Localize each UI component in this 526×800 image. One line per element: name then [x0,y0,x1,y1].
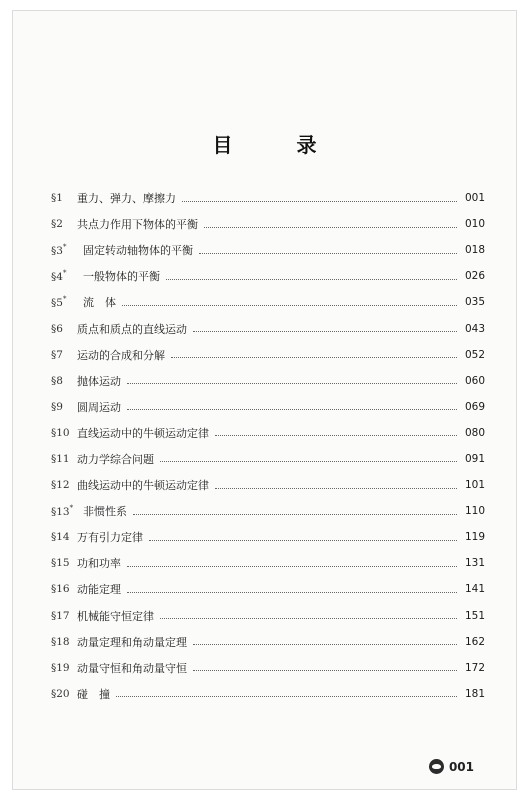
section-number: §17 [51,609,70,622]
page-number: 151 [464,609,485,622]
dot-leader [166,279,457,280]
section-number: §10 [51,426,70,439]
dot-leader [193,670,457,671]
optional-star-mark: * [62,295,67,304]
section-title: 碰 撞 [77,687,110,701]
toc-entry[interactable] [51,472,485,498]
dot-leader [160,618,457,619]
toc-entry[interactable] [51,420,485,446]
toc-entry[interactable] [51,315,485,341]
page-number: 141 [464,583,485,596]
section-title: 固定转动轴物体的平衡 [83,244,193,258]
toc-entry[interactable] [51,185,485,211]
page-number: 110 [464,505,485,518]
section-number: §11 [51,452,70,465]
section-title: 质点和质点的直线运动 [77,322,187,336]
page-number: 035 [464,296,485,309]
page-number: 010 [464,218,485,231]
page-number: 091 [464,452,485,465]
toc-entry[interactable] [51,655,485,681]
page-number: 001 [464,192,485,205]
section-title: 共点力作用下物体的平衡 [77,218,198,232]
page-number: 101 [464,479,485,492]
section-title: 机械能守恒定律 [77,609,154,623]
dot-leader [193,331,457,332]
dot-leader [171,357,457,358]
page-number: 162 [464,635,485,648]
section-title: 曲线运动中的牛顿运动定律 [77,479,209,493]
section-title: 动量守恒和角动量守恒 [77,661,187,675]
section-number: §3* [51,243,67,258]
section-number: §4* [51,269,67,284]
section-number: §7 [51,348,63,361]
section-number: §5* [51,295,67,310]
section-title: 流 体 [83,296,116,310]
section-number: §6 [51,322,63,335]
dot-leader [122,305,457,306]
section-title: 动能定理 [77,583,121,597]
page-number: 060 [464,374,485,387]
section-title: 圆周运动 [77,400,121,414]
dot-leader [133,514,457,515]
toc-entry[interactable] [51,263,485,289]
page-number: 069 [464,400,485,413]
dot-leader [127,409,457,410]
page-number: 043 [464,322,485,335]
publisher-logo-icon [429,759,444,774]
section-number: §18 [51,635,70,648]
toc-entry[interactable] [51,394,485,420]
optional-star-mark: * [62,243,67,252]
section-title: 直线运动中的牛顿运动定律 [77,426,209,440]
section-title: 功和功率 [77,557,121,571]
dot-leader [127,566,457,567]
toc-entry[interactable] [51,237,485,263]
dot-leader [127,592,457,593]
section-number: §14 [51,531,70,544]
section-title: 万有引力定律 [77,531,143,545]
section-title: 非惯性系 [83,505,127,519]
dot-leader [193,644,457,645]
toc-entry[interactable] [51,342,485,368]
dot-leader [127,383,457,384]
toc-entry[interactable] [51,446,485,472]
toc-entry[interactable] [51,603,485,629]
page-footer [429,759,474,774]
dot-leader [160,461,457,462]
dot-leader [215,488,457,489]
section-title: 运动的合成和分解 [77,348,165,362]
section-title: 一般物体的平衡 [83,270,160,284]
optional-star-mark: * [62,269,67,278]
section-number: §19 [51,661,70,674]
section-number: §15 [51,557,70,570]
section-title: 动量定理和角动量定理 [77,635,187,649]
optional-star-mark: * [69,504,74,513]
toc-entry[interactable] [51,524,485,550]
section-number: §12 [51,479,70,492]
toc-entry[interactable] [51,498,485,524]
dot-leader [199,253,457,254]
dot-leader [204,227,457,228]
toc-entry[interactable] [51,368,485,394]
section-number: §16 [51,583,70,596]
book-page [12,10,517,790]
page-number: 172 [464,661,485,674]
page-number: 052 [464,348,485,361]
section-number: §20 [51,687,70,700]
toc-entry[interactable] [51,211,485,237]
dot-leader [182,201,457,202]
section-number: §8 [51,374,63,387]
page-number: 119 [464,531,485,544]
toc-entry[interactable] [51,681,485,707]
dot-leader [116,696,457,697]
page-title: 目 录 [212,133,339,157]
table-of-contents [51,185,485,707]
page-number: 131 [464,557,485,570]
toc-entry[interactable] [51,629,485,655]
toc-entry[interactable] [51,576,485,602]
dot-leader [215,435,457,436]
section-title: 重力、弹力、摩擦力 [77,192,176,206]
section-title: 抛体运动 [77,374,121,388]
page-number: 026 [464,270,485,283]
section-number: §1 [51,192,63,205]
section-number: §13* [51,504,74,519]
page-number: 080 [464,426,485,439]
section-number: §2 [51,218,63,231]
footer-page-number: 001 [448,759,474,774]
toc-entry[interactable] [51,550,485,576]
dot-leader [149,540,457,541]
section-title: 动力学综合问题 [77,452,154,466]
section-number: §9 [51,400,63,413]
toc-entry[interactable] [51,289,485,315]
page-number: 018 [464,244,485,257]
page-number: 181 [464,687,485,700]
